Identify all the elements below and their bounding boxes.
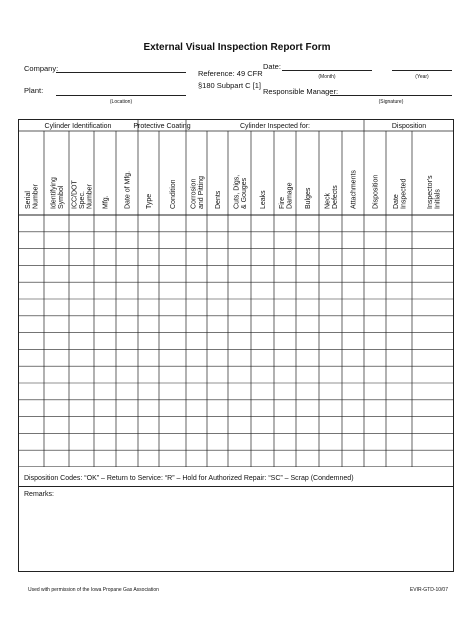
column-header (393, 179, 408, 209)
column-header-text: Leaks (260, 190, 267, 209)
month-caption: (Month) (318, 74, 336, 80)
column-header-text: Symbol (57, 185, 65, 209)
column-header-text: Defects (331, 185, 339, 209)
plant-field[interactable] (56, 95, 186, 96)
column-header (25, 183, 40, 209)
column-header (190, 176, 205, 209)
column-header-text: Serial (24, 191, 32, 209)
column-header (427, 175, 442, 209)
column-header-text: Neck (324, 193, 332, 209)
table-row[interactable] (18, 450, 454, 467)
column-header-text: Identifying (50, 177, 58, 209)
column-group-label: Cylinder Identification (44, 123, 112, 130)
column-header-text: Spec. (79, 191, 86, 209)
footer-form-code: EVIR-GTD-10/07 (409, 587, 448, 593)
column-header (103, 195, 110, 209)
table-row[interactable] (18, 316, 454, 333)
table-row[interactable] (18, 215, 454, 232)
column-header-text: Damage (286, 182, 294, 209)
remarks-box[interactable] (18, 467, 454, 572)
table-row[interactable] (18, 433, 454, 450)
column-header-text: Inspector's (426, 175, 434, 209)
column-header (50, 177, 65, 209)
column-header-text: Number (32, 184, 40, 209)
column-header (260, 190, 267, 209)
column-header-text: Date (392, 194, 400, 209)
table-row[interactable] (18, 265, 454, 282)
table-row[interactable] (18, 417, 454, 434)
date-label: Date: (263, 62, 281, 71)
reference-line-2: §180 Subpart C [1] (198, 81, 261, 90)
table-row[interactable] (18, 349, 454, 366)
column-header-text: and Pitting (197, 175, 205, 209)
table-row[interactable] (18, 383, 454, 400)
date-month-field[interactable] (282, 70, 372, 71)
column-header-text: Cuts, Digs, (233, 174, 241, 209)
location-caption: (Location) (109, 99, 133, 105)
column-group-label: Cylinder Inspected for: (239, 123, 311, 130)
column-header-text: Disposition (372, 174, 380, 209)
column-header (373, 175, 380, 209)
company-label: Company: (24, 64, 59, 73)
column-header (233, 175, 248, 209)
table-row[interactable] (18, 249, 454, 266)
column-header (351, 170, 358, 209)
column-header (146, 194, 153, 209)
column-header-text: Mfg. (102, 195, 110, 209)
form-title: External Visual Inspection Report Form (143, 42, 331, 53)
codes-divider (18, 486, 454, 487)
disposition-codes: Disposition Codes: “OK” – Return to Service: “R” – Hold for Authorized Repair: “SC” – Scrap (Condemned) (24, 475, 354, 482)
table-row[interactable] (18, 299, 454, 316)
table-row[interactable] (18, 333, 454, 350)
reference-line-1: Reference: 49 CFR (198, 69, 263, 78)
column-header (125, 171, 132, 209)
manager-label: Responsible Manager: (263, 87, 339, 96)
year-caption: (Year) (415, 74, 429, 80)
inspection-table (18, 119, 454, 467)
signature-caption: (Signature) (378, 99, 404, 105)
column-group-label: Disposition (391, 123, 427, 130)
column-header-text: Corrosion (190, 178, 198, 209)
table-row[interactable] (18, 232, 454, 249)
footer-permission: Used with permission of the Iowa Propane Gas Association (28, 587, 159, 593)
column-header-text: ICC/DOT (71, 180, 79, 209)
column-header-text: Condition (170, 179, 177, 209)
column-header-text: Attachments (350, 170, 358, 209)
column-header-text: Dents (215, 190, 222, 209)
company-field[interactable] (56, 72, 186, 73)
column-header-text: Bulges (305, 187, 312, 209)
column-header-text: Type (146, 193, 153, 209)
table-row[interactable] (18, 400, 454, 417)
table-row[interactable] (18, 366, 454, 383)
column-header-text: Inspected (400, 178, 408, 209)
column-header (324, 185, 339, 209)
plant-label: Plant: (24, 86, 44, 95)
column-header-text: & Gouges (240, 177, 248, 209)
date-year-field[interactable] (392, 70, 452, 71)
remarks-label: Remarks: (24, 491, 54, 498)
column-header (279, 182, 294, 209)
column-header (72, 180, 94, 210)
column-header-text: Date of Mfg. (124, 170, 132, 209)
column-header-text: Initials (434, 189, 442, 209)
manager-signature-field[interactable] (330, 95, 452, 96)
column-group-label: Protective Coating (133, 123, 191, 130)
column-header-text: Fire (278, 196, 286, 209)
column-header (215, 190, 222, 209)
column-header-text: Number (86, 184, 94, 209)
table-row[interactable] (18, 282, 454, 299)
column-header (305, 187, 312, 209)
column-header (170, 179, 177, 209)
